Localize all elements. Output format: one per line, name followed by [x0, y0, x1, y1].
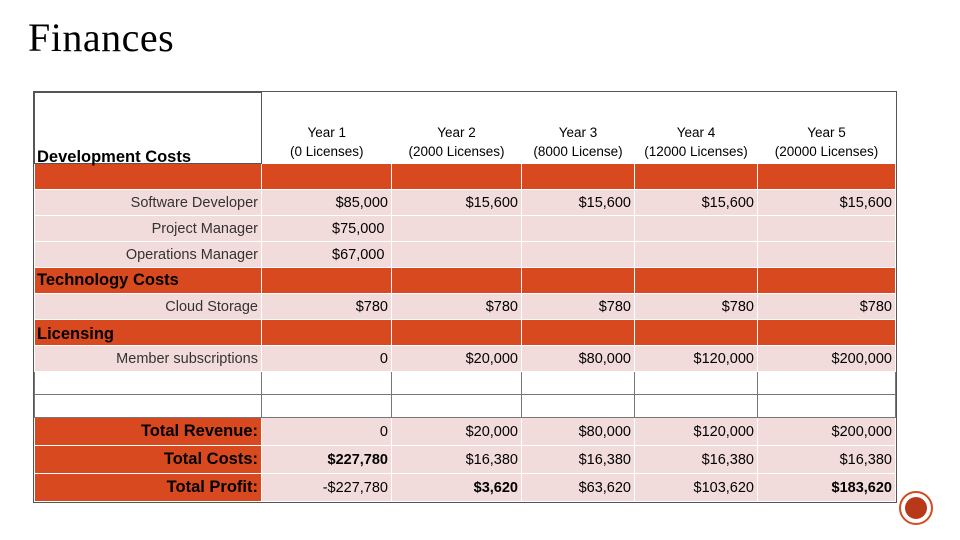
cell: [392, 242, 522, 268]
cell: [758, 216, 896, 242]
cell: [392, 216, 522, 242]
cell: $85,000: [262, 190, 392, 216]
blank-row: [35, 395, 896, 418]
cell: $20,000: [392, 418, 522, 446]
cell: $15,600: [522, 190, 635, 216]
cell: [635, 242, 758, 268]
cell: 0: [262, 346, 392, 372]
section-technology: [35, 268, 896, 294]
table-row: [35, 216, 896, 242]
section-development-label: Development Costs: [37, 148, 192, 166]
cell: $16,380: [522, 446, 635, 474]
table-row: [35, 346, 896, 372]
total-costs-row: [35, 446, 896, 474]
cell: $67,000: [262, 242, 392, 268]
cell: -$227,780: [262, 474, 392, 502]
cell: $20,000: [392, 346, 522, 372]
total-revenue-row: [35, 418, 896, 446]
cell: [522, 216, 635, 242]
total-profit-row: [35, 474, 896, 502]
cell: $227,780: [262, 446, 392, 474]
section-licensing-label: Licensing: [37, 325, 115, 343]
cell: $80,000: [522, 418, 635, 446]
cell: 0: [262, 418, 392, 446]
blank-row: [35, 372, 896, 395]
cell: $3,620: [392, 474, 522, 502]
total-costs-label: Total Costs:: [35, 446, 262, 474]
header-year-5: Year 5 (20000 Licenses): [758, 93, 896, 164]
total-profit-label: Total Profit:: [35, 474, 262, 502]
cell: $16,380: [392, 446, 522, 474]
header-year-1: Year 1 (0 Licenses): [262, 93, 392, 164]
table-row: [35, 242, 896, 268]
cell: $780: [262, 294, 392, 320]
cell: $63,620: [522, 474, 635, 502]
cell: $15,600: [758, 190, 896, 216]
row-label: Cloud Storage: [35, 294, 262, 320]
row-label: Project Manager: [35, 216, 262, 242]
section-technology-label: Technology Costs: [37, 271, 179, 289]
finances-table: [34, 92, 896, 502]
row-label: Member subscriptions: [35, 346, 262, 372]
cell: $780: [392, 294, 522, 320]
cell: $200,000: [758, 346, 896, 372]
cell: $780: [758, 294, 896, 320]
cell: $75,000: [262, 216, 392, 242]
section-development: [35, 164, 896, 190]
cell: $16,380: [758, 446, 896, 474]
cell: [758, 242, 896, 268]
page-title: Finances: [28, 15, 175, 60]
row-label: Operations Manager: [35, 242, 262, 268]
cell: $80,000: [522, 346, 635, 372]
circle-logo-icon: [899, 491, 933, 525]
cell: $103,620: [635, 474, 758, 502]
cell: $120,000: [635, 346, 758, 372]
header-year-3: Year 3 (8000 License): [522, 93, 635, 164]
cell: $183,620: [758, 474, 896, 502]
cell: $15,600: [392, 190, 522, 216]
cell: $780: [635, 294, 758, 320]
table-row: [35, 190, 896, 216]
header-year-2: Year 2 (2000 Licenses): [392, 93, 522, 164]
header-year-4: Year 4 (12000 Licenses): [635, 93, 758, 164]
total-revenue-label: Total Revenue:: [35, 418, 262, 446]
row-label: Software Developer: [35, 190, 262, 216]
cell: $200,000: [758, 418, 896, 446]
cell: $780: [522, 294, 635, 320]
section-licensing: [35, 320, 896, 346]
cell: [522, 242, 635, 268]
cell: $16,380: [635, 446, 758, 474]
table-row: [35, 294, 896, 320]
cell: $15,600: [635, 190, 758, 216]
cell: [635, 216, 758, 242]
cell: $120,000: [635, 418, 758, 446]
